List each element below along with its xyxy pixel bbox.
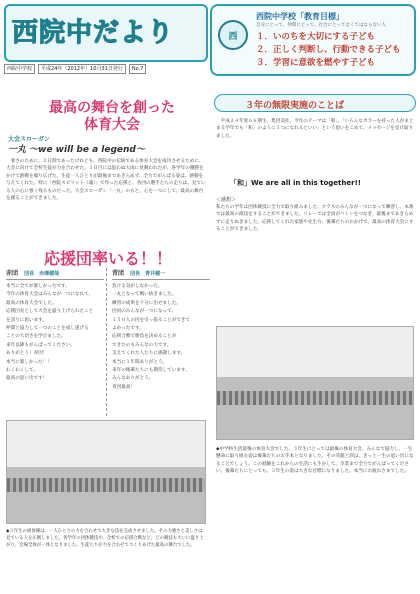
comment-line: わくわくして、: [6, 368, 39, 374]
comment-line: ことの大切さを学びました。: [6, 334, 66, 340]
red-team-name: 赤団: [6, 270, 19, 277]
grade3-intro: 平成２４年度６６期生、集団美佐。今年のテーマは「和」。「いろんなカラーを持った人がまとまる学年でも「和」のように１つになれるといい」という思いをこめて、メッセージを受け取りました。: [216, 119, 414, 139]
blue-team-section: [112, 268, 210, 416]
headline-line-1: 最高の舞台を創った: [49, 100, 175, 116]
comment-line: 来年以降もがんばってください。: [6, 342, 75, 348]
comment-line: 本当に１年間ありがとう。: [112, 359, 168, 365]
red-team-section: [6, 268, 104, 416]
photo-sky: [7, 421, 205, 467]
cheer-squad-heading: 応援団率いる！！: [44, 249, 173, 268]
blue-team-captain: 団長 青井健一: [130, 271, 166, 277]
goals-subtitle: 自分にとって、仲間にとって、社会にとってなくてはならない人: [256, 23, 387, 28]
comment-line: できたのもみんなの力です。: [112, 342, 172, 348]
comment-line: 青団最高！: [112, 384, 135, 390]
photo-sky: [217, 327, 413, 377]
goal-item: １．いのちを大切にする子ども: [256, 32, 376, 42]
issue-info: [4, 64, 146, 74]
festival-article-body: 暑さのために、２日間であったけれども、西院中の伝統である体育大会を成功させるために、大会に向けて全校生徒が力を合わせた。１日目には思わぬ大雨に見舞われたが、各学年の優勝をかけて熱戦を繰り広げた。生徒一人ひとりが最後まであきらめず、全力でがんばる姿は、感動を与えてくれた。特に「西院スピリット（魂）」で作った応援と、各団の選手たちの走りは、見ている人の心に強く残るものだった。大会スローガン「一丸」のもと、心を一つにして、最高の舞台を創ることができました。: [6, 159, 206, 202]
grade3-article-body: 私たちの学年は団体競技に全力で取り組みました。クラスのみんなが一つになって練習し、本番では最高の演技をすることができました。リレーでは全員がバトンをつなぎ、最後まであきらめずに走りぬきました。応援してくれた家族や先生方、後輩たちのおかげで、最高の体育大会にすることができました。: [216, 205, 414, 233]
goals-list: [256, 31, 401, 70]
comment-line: 本当に全てが楽しかったです。: [6, 284, 70, 289]
headline-line-2: 体育大会: [84, 117, 140, 133]
school-emblem-icon: 西: [218, 20, 248, 50]
team-divider: [106, 268, 107, 416]
photo-crowd: [7, 478, 205, 492]
comment-line: 支えてくれた人たちに感謝します。: [112, 351, 186, 357]
education-goals-box: [210, 4, 416, 76]
newsletter-title: 西院中だより: [12, 18, 175, 48]
comment-line: 最高の体育大会でした。: [6, 300, 57, 306]
comment-line: 負ける気がしなかった。: [112, 284, 163, 289]
masthead: [4, 4, 208, 62]
red-team-captain: 団長 赤澤健哉: [24, 271, 60, 277]
festival-photo-left: [6, 420, 206, 524]
comment-line: よかったです。: [112, 326, 144, 332]
comment-line: 応援合戦で勝負を決めることが: [112, 334, 177, 340]
photo-ground: [7, 467, 205, 523]
sports-festival-headline: [22, 100, 202, 134]
comment-line: 来年の後輩たちにも期待しています。: [112, 368, 190, 374]
issue-date: 平成24年（2012年）10月31日発行: [38, 64, 126, 74]
impressions-label: ＜感想＞: [216, 197, 237, 203]
red-team-header: [6, 268, 104, 280]
comment-line: を誇りに思います。: [6, 317, 47, 323]
grade3-banner-title: ３年の無限実施のことば: [245, 101, 345, 111]
red-team-comments: [6, 283, 104, 384]
goal-item: ２．正しく判断し、行動できる子ども: [256, 45, 401, 55]
blue-team-comments: [112, 283, 210, 392]
slogan-label: 大会スローガン: [8, 136, 50, 143]
grade3-theme-word: 「和」We are all in this together!!: [230, 179, 361, 187]
comment-line: 練習の成果を十分に出せました。: [112, 300, 181, 306]
blue-team-header: [112, 268, 210, 280]
comment-line: 団員のみんなが一つになって、: [112, 309, 177, 315]
comment-line: 応援団長として大会を盛り上げられたこと: [6, 309, 94, 315]
photo-caption-left: ◆３年生の組体操は、一人ひとりの力を合わせて大きな技を完成させました。その力強さと美しさは見ている人を圧倒しました。各学年の団体競技や、全校での応援合戦など、どの競技も大いに盛り上がり、会場全体が一体となりました。生徒たちが力を合わせてつくりあげた最高の舞台でした。: [6, 529, 204, 548]
comment-line: 仲間と協力して一つのことを成し遂げる: [6, 326, 89, 332]
school-name: 西院中学校: [4, 64, 35, 74]
comment-line: １５０人の団を引っ張ることができて: [112, 317, 191, 323]
festival-photo-right: [216, 326, 414, 440]
photo-ground: [217, 377, 413, 439]
comment-line: ありがとう！赤団！: [6, 351, 48, 357]
photo-crowd: [217, 391, 413, 405]
goals-heading: 西院中学校「教育目標」: [256, 12, 344, 21]
comment-line: 今年の体育大会はみんなが一つになれて、: [6, 292, 94, 298]
grade3-closing-text: ◆中学校生活最後の体育大会でした。３年生にとっては最後の体育大会。みんなで協力し、一生懸命に取り組む姿は後輩たちのお手本となりました。その笑顔と涙は、きっと一生の思い出になることでしょう。この経験をこれからの生活にも生かして、卒業まで全力でがんばってください。後輩たちにとっても、３年生の姿は大きな目標になりました。本当にお疲れさまでした。: [216, 447, 414, 475]
comment-line: 本当に楽しかった！！: [6, 359, 52, 365]
comment-line: 最高の思い出です！: [6, 376, 48, 382]
slogan-text: 一丸 ～we will be a legend～: [8, 145, 145, 155]
grade3-banner: [214, 94, 416, 112]
comment-line: 一丸となって戦い抜きました。: [112, 292, 177, 298]
issue-number: No.7: [129, 64, 146, 74]
comment-line: みんなありがとう。: [112, 376, 154, 382]
goal-item: ３．学習に意欲を燃やす子ども: [256, 58, 376, 68]
blue-team-name: 青団: [112, 270, 125, 277]
